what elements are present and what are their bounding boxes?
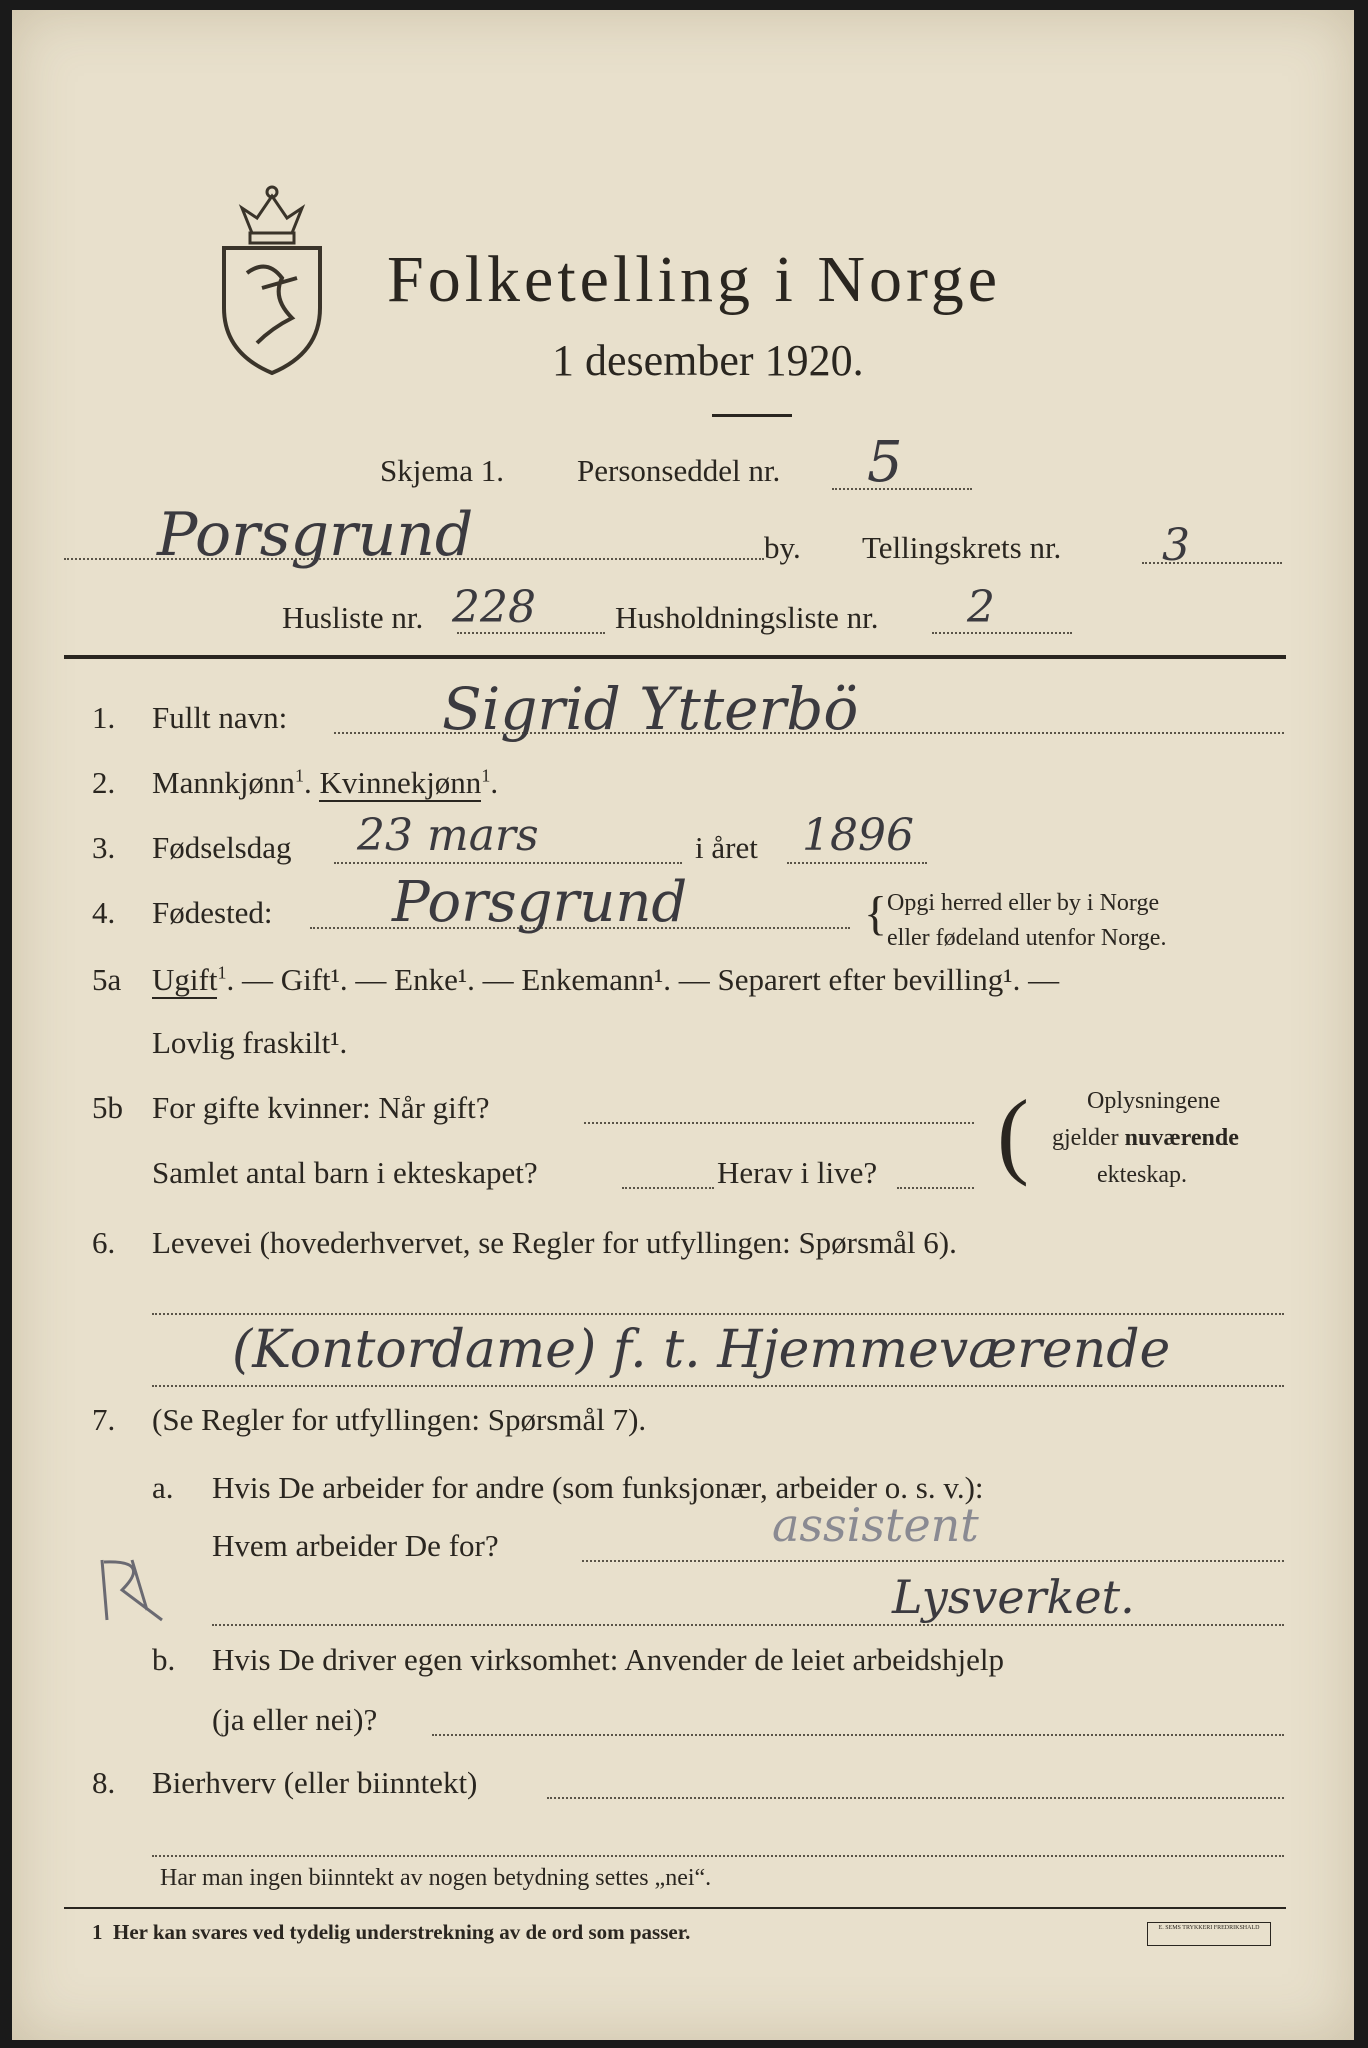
- q1-label: Fullt navn:: [152, 700, 288, 735]
- husliste-label: Husliste nr.: [282, 600, 424, 635]
- q7a-letter: a.: [152, 1470, 174, 1505]
- q8-label: Bierhverv (eller biinntekt): [152, 1765, 478, 1800]
- tellingskrets-label: Tellingskrets nr.: [862, 530, 1062, 565]
- husholdningsliste-label: Husholdningsliste nr.: [615, 600, 879, 635]
- q2-options: Mannkjønn$^1$. Kvinnekjønn$^1$.: [152, 765, 499, 800]
- q5b-note-line2: gjelder nuværende: [1052, 1125, 1239, 1151]
- printer-stamp: E. SEMS TRYKKERI FREDRIKSHALD: [1147, 1922, 1271, 1946]
- q3-label: Fødselsdag: [152, 830, 292, 865]
- personseddel-label: Personseddel nr.: [577, 453, 781, 488]
- q7a-value2: Lysverket.: [892, 1570, 1135, 1624]
- skjema-label: Skjema 1.: [380, 453, 504, 488]
- q1-number: 1.: [92, 700, 116, 735]
- by-label: by.: [764, 530, 801, 565]
- q7b-line2: (ja eller nei)?: [212, 1702, 378, 1737]
- q5a-selected: Ugift: [152, 962, 218, 997]
- q7-number: 7.: [92, 1402, 116, 1437]
- q3-number: 3.: [92, 830, 116, 865]
- bottom-note: Har man ingen biinntekt av nogen betydning settes „nei“.: [160, 1865, 712, 1891]
- check-mark-icon: [92, 1550, 182, 1630]
- footnote-rule: [64, 1907, 1286, 1909]
- q5b-note-line3: ekteskap.: [1097, 1162, 1187, 1188]
- q6-number: 6.: [92, 1225, 116, 1260]
- form-title: Folketelling i Norge: [387, 243, 1002, 316]
- q5b-number: 5b: [92, 1090, 123, 1125]
- q2-number: 2.: [92, 765, 116, 800]
- q3-value: 23 mars: [357, 810, 539, 861]
- q5b-line2b: Herav i live?: [717, 1155, 878, 1190]
- title-divider: [712, 414, 792, 417]
- q4-value: Porsgrund: [392, 870, 688, 935]
- q4-label: Fødested:: [152, 895, 273, 930]
- q7a-value1: assistent: [772, 1498, 979, 1552]
- q5b-line1: For gifte kvinner: Når gift?: [152, 1090, 490, 1125]
- coat-of-arms-icon: [212, 178, 332, 378]
- q4-note-line2: eller fødeland utenfor Norge.: [887, 925, 1167, 951]
- city-value: Porsgrund: [157, 500, 474, 570]
- q3-aaret-label: i året: [695, 830, 758, 865]
- q5b-line2a: Samlet antal barn i ekteskapet?: [152, 1155, 538, 1190]
- header-rule: [64, 655, 1286, 659]
- q6-label: Levevei (hovederhvervet, se Regler for utfyllingen: Spørsmål 6).: [152, 1225, 957, 1260]
- husholdningsliste-value: 2: [967, 582, 995, 633]
- q5a-options: Ugift$^1$. — Gift¹. — Enke¹. — Enkemann¹. — Separert efter bevilling¹. —: [152, 962, 1060, 997]
- q7b-line1: Hvis De driver egen virksomhet: Anvender de leiet arbeidshjelp: [212, 1642, 1004, 1677]
- husliste-value: 228: [452, 582, 536, 633]
- q5b-note-line1: Oplysningene: [1087, 1088, 1221, 1114]
- footnote: 1 Her kan svares ved tydelig understrekning av de ord som passer.: [92, 1920, 691, 1944]
- q4-note-line1: Opgi herred eller by i Norge: [887, 890, 1160, 916]
- q2-selected: Kvinnekjønn: [319, 765, 482, 800]
- census-form-sheet: Folketelling i Norge 1 desember 1920. Skjema 1. Personseddel nr. 5 Porsgrund by. Tellingskrets nr. 3 Husliste nr. 228 Husholdningsliste nr. 2 1. Fullt navn: Sigrid Ytterbö 2. Mannkjønn$^1$. Kvinnekjønn$^1$. 3. Fødselsdag 23 mars i året 1896 4. Fødested: Porsgrund { Opgi herred eller by i Norge eller fødeland utenfor Norge. 5a Ugift$^1$. — Gift¹. — Enke¹. — Enkemann¹. — Separert efter bevilling¹. — Lovlig fraskilt¹. 5b For gifte kvinner: Når gift? Samlet antal barn i ekteskapet? Herav i live? ( Oplysningene gjelder nuværende ekteskap. 6. Levevei (hovederhvervet, se Regler for utfyllingen: Spørsmål 6). (Kontordame) f. t. Hjemmeværende 7. (Se Regler for utfyllingen: Spørsmål 7). a. Hvis De arbeider for andre (som funksjonær, arbeider o. s. v.): Hvem arbeider De for? assistent Lysverket. b. Hvis De driver egen virksomhet: Anvender de leiet arbeidshjelp (ja eller nei)? 8. Bierhverv (eller biinntekt) Har man ingen biinntekt av nogen betydning settes „nei“. 1 Her kan svares ved tydelig understrekning av de ord som passer. E. SEMS TRYKKERI FREDRIKSHALD: [12, 10, 1354, 2040]
- personseddel-value: 5: [867, 430, 903, 495]
- form-date: 1 desember 1920.: [552, 336, 864, 385]
- q8-number: 8.: [92, 1765, 116, 1800]
- q7a-line1: Hvis De arbeider for andre (som funksjonær, arbeider o. s. v.):: [212, 1470, 984, 1505]
- q3-aaret-value: 1896: [802, 810, 914, 861]
- q6-value: (Kontordame) f. t. Hjemmeværende: [232, 1320, 1171, 1380]
- q7b-letter: b.: [152, 1642, 176, 1677]
- q1-value: Sigrid Ytterbö: [442, 675, 859, 743]
- q4-number: 4.: [92, 895, 116, 930]
- tellingskrets-value: 3: [1162, 520, 1190, 571]
- q5a-number: 5a: [92, 962, 122, 997]
- q7a-line2: Hvem arbeider De for?: [212, 1528, 499, 1563]
- q5a-line2: Lovlig fraskilt¹.: [152, 1025, 348, 1060]
- q7-label: (Se Regler for utfyllingen: Spørsmål 7).: [152, 1402, 647, 1437]
